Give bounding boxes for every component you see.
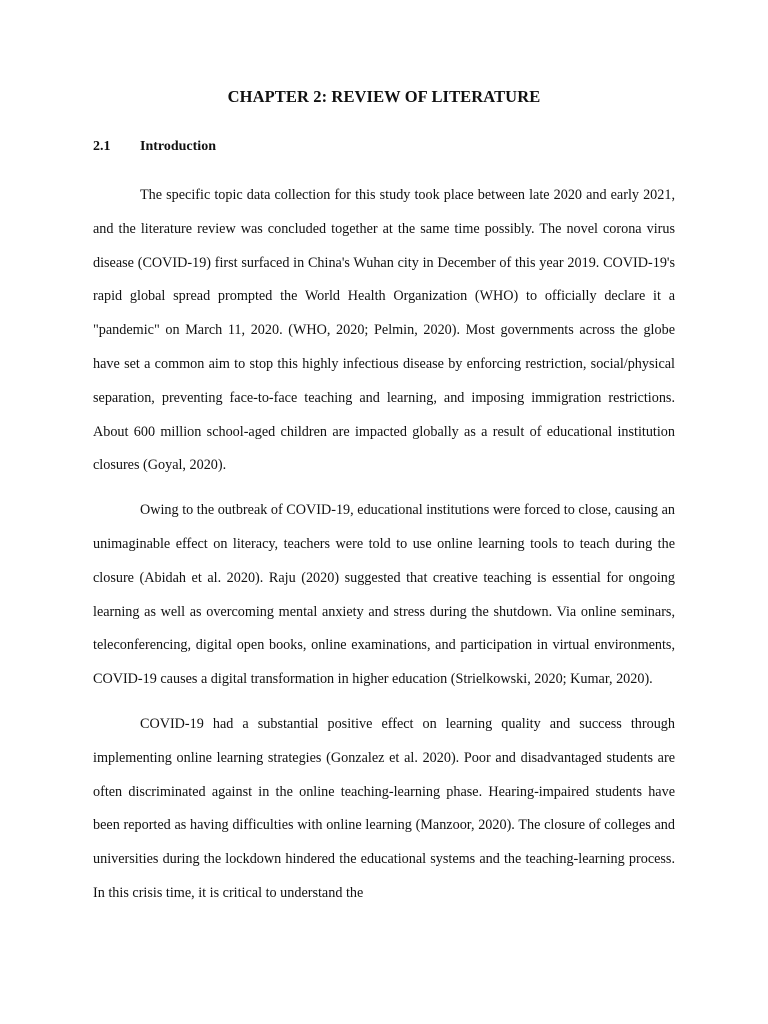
paragraph-2: Owing to the outbreak of COVID-19, educational institutions were forced to close, causing an unimaginable effect on literacy, teachers were told to use online learning tools to teach during the closure (Abidah et al. 2020). Raju (2020) suggested that creative teaching is essential for ongoing learning as well as overcoming mental anxiety and stress during the shutdown. Via online seminars, teleconferencing, digital open books, online examinations, and participation in virtual environments, COVID-19 causes a digital transformation in higher education (Strielkowski, 2020; Kumar, 2020). (93, 502, 675, 688)
chapter-title: CHAPTER 2: REVIEW OF LITERATURE (227, 87, 541, 106)
paragraph-1: The specific topic data collection for this study took place between late 2020 and early 2021, and the literature review was concluded together at the same time possibly. The novel corona virus disease (COVID-19) first surfaced in China's Wuhan city in December of this year 2019. COVID-19's rapid global spread prompted the World Health Organization (WHO) to officially declare it a "pandemic" on March 11, 2020. (WHO, 2020; Pelmin, 2020). Most governments across the globe have set a common aim to stop this highly infectious disease by enforcing restriction, social/physical separation, preventing face-to-face teaching and learning, and imposing immigration restrictions. About 600 million school-aged children are impacted globally as a result of educational institution closures (Goyal, 2020). (93, 187, 675, 474)
section-title: Introduction (140, 139, 216, 154)
body-text (93, 179, 675, 911)
section-heading (93, 137, 675, 157)
section-number: 2.1 (93, 139, 111, 154)
paragraph-3: COVID-19 had a substantial positive effect on learning quality and success through implementing online learning strategies (Gonzalez et al. 2020). Poor and disadvantaged students are often discriminated against in the online teaching-learning phase. Hearing-impaired students have been reported as having difficulties with online learning (Manzoor, 2020). The closure of colleges and universities during the lockdown hindered the educational systems and the teaching-learning process. In this crisis time, it is critical to understand the (93, 715, 675, 901)
